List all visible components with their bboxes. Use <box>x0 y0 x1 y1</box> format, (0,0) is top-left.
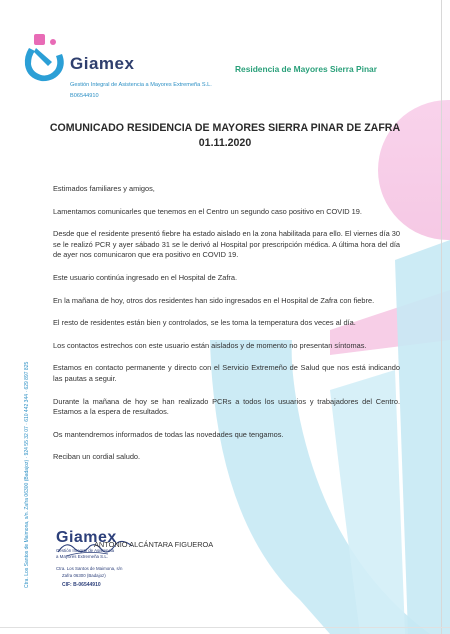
paragraph: Los contactos estrechos con este usuario están aislados y de momento no presentan síntomas. <box>53 340 367 350</box>
paragraph: El resto de residentes están bien y controlados, se les toma la temperatura dos veces al día. <box>53 318 356 328</box>
brand-cif: B06544910 <box>70 93 99 99</box>
stamp-line-3: Ctra. Los Santos de Maimona, s/n <box>56 566 123 571</box>
paragraph-greeting: Estimados familiares y amigos, <box>53 184 155 193</box>
stamp-line-1: Gestión Integral de Asistencia <box>56 548 115 553</box>
paragraph: Lamentamos comunicarles que tenemos en el Centro un segundo caso positivo en COVID 19. <box>53 206 362 216</box>
signatory-name: ANTONIO ALCÁNTARA FIGUEROA <box>94 540 214 549</box>
paragraph: En la mañana de hoy, otros dos residentes han sido ingresados en el Hospital de Zafra con fiebre. <box>53 295 375 305</box>
paragraph-closing: Reciban un cordial saludo. <box>53 452 141 462</box>
page-border-right <box>441 0 442 634</box>
stamp-line-5: CIF: B-06544910 <box>62 582 101 588</box>
paragraph: Os mantendremos informados de todas las novedades que tengamos. <box>53 429 284 439</box>
brand-subtitle: Gestión Integral de Asistencia a Mayores Extremeña S.L. <box>70 82 212 88</box>
letter-body <box>53 184 400 475</box>
side-contact-text: Ctra. Los Santos de Maimona, s/n. Zafra 06300 (Badajoz) · 924 55 32 07 · 610 442 344 · 629 897 825 <box>24 361 30 588</box>
title-date: 01.11.2020 <box>198 137 252 149</box>
paragraph: Estamos en contacto permanente y directo con el Servicio Extremeño de Salud que nos está indicando las pautas a seguir. <box>53 363 400 383</box>
giamex-logo-icon <box>22 34 68 84</box>
page-border-bottom <box>0 627 450 628</box>
paragraph: Este usuario continúa ingresado en el Hospital de Zafra. <box>53 272 238 282</box>
title-line-1: COMUNICADO RESIDENCIA DE MAYORES SIERRA PINAR DE ZAFRA <box>49 122 401 134</box>
document-title <box>40 121 410 151</box>
paragraph: Durante la mañana de hoy se han realizado PCRs a todos los usuarios y trabajadores del Centro. Estamos a la espera de resultados. <box>53 396 400 417</box>
residence-name: Residencia de Mayores Sierra Pinar <box>235 64 377 74</box>
stamp-brand: Giamex <box>56 529 117 546</box>
paragraph: Desde que el residente presentó fiebre ha estado aislado en la zona habilitada para ello. El viernes día 30 se le realizó PCR y ayer sábado 31 se le derivó al Hospital por prescripción médica. A última hora del día de ayer nos comunicaron que era positivo en COVID 19. <box>53 229 400 260</box>
brand-name: Giamex <box>70 54 135 73</box>
stamp-line-2: a Mayores Extremeña S.L. <box>56 554 108 559</box>
stamp-line-4: Zafra 06300 (Badajoz) <box>62 573 106 578</box>
